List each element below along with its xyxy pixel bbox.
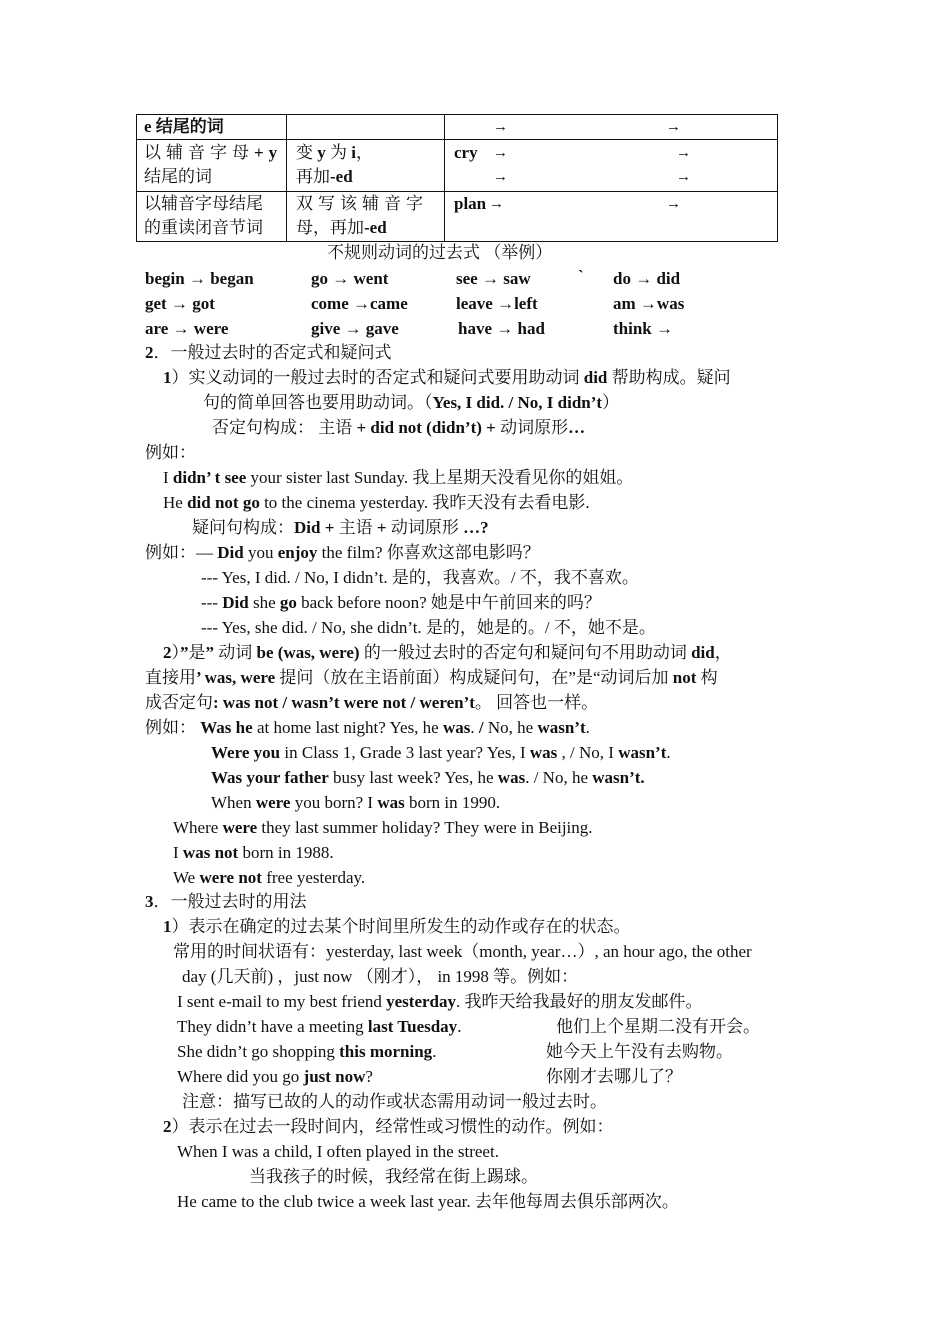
arrow-icon: →	[188, 269, 206, 288]
irregular-pair: begin → began	[145, 269, 254, 288]
arrow-icon: →	[666, 196, 681, 212]
example-sentence: She didn’t go shopping this morning.	[177, 1042, 437, 1061]
table-cell-rule-double-line2: 的重读闭音节词	[144, 218, 263, 237]
arrow-icon: →	[493, 145, 508, 161]
example-sentence: They didn’t have a meeting last Tuesday.	[177, 1017, 462, 1036]
question-form: 疑问句构成：Did + 主语 + 动词原形 …?	[192, 518, 489, 537]
negative-form: 否定句构成： 主语 + did not (didn’t) + 动词原形…	[212, 418, 586, 437]
example-translation: 她今天上午没有去购物。	[546, 1042, 733, 1061]
irregular-pair: leave →left	[456, 294, 538, 313]
arrow-icon: →	[170, 294, 188, 313]
arrow-icon: →	[493, 169, 508, 185]
table-cell-change-y-line2: 再加-ed	[296, 167, 353, 186]
example-sentence: 例如：— Did you enjoy the film? 你喜欢这部电影吗？	[145, 543, 540, 562]
arrow-icon: →	[489, 196, 504, 212]
arrow-icon: →	[496, 319, 514, 338]
arrow-icon: →	[481, 269, 499, 288]
example-sentence: 例如： Was he at home last night? Yes, he was. / No, he wasn’t.	[145, 718, 590, 737]
irregular-pair: do → did	[613, 269, 681, 288]
arrow-icon: →	[172, 319, 190, 338]
arrow-icon: →	[666, 119, 681, 135]
example-sentence: He came to the club twice a week last year. 去年他每周去俱乐部两次。	[177, 1192, 679, 1211]
note: 注意：描写已故的人的动作或状态需用动词一般过去时。	[182, 1092, 607, 1111]
example-sentence: We were not free yesterday.	[173, 868, 366, 887]
example-sentence: When I was a child, I often played in the street.	[177, 1142, 499, 1161]
section-heading: 3．一般过去时的用法	[145, 892, 307, 911]
irregular-pair: are → were	[145, 319, 229, 338]
irregular-pair: see → saw	[456, 269, 531, 288]
example-sentence: Where were they last summer holiday? They were in Beijing.	[173, 818, 593, 837]
irregular-pair: give → gave	[311, 319, 399, 338]
table-cell-change-y-line1: 变 y 为 i，	[296, 143, 373, 162]
example-translation: 他们上个星期二没有开会。	[556, 1017, 760, 1036]
paragraph-line: 常用的时间状语有：yesterday, last week（month, year…）, an hour ago, the other	[173, 942, 752, 961]
irregular-title: 不规则动词的过去式 （举例）	[327, 243, 553, 262]
irregular-pair: have → had	[458, 319, 545, 338]
paragraph-line: 1）实义动词的一般过去时的否定式和疑问式要用助动词 did 帮助构成。疑问	[163, 368, 731, 387]
paragraph-line: 直接用’ was, were 提问（放在主语前面）构成疑问句，在”是“动词后加 not 构	[145, 668, 718, 687]
paragraph-line: 句的简单回答也要用助动词。（Yes, I did. / No, I didn’t）	[203, 393, 620, 412]
table-cell-rule-e: e 结尾的词	[144, 117, 224, 136]
example-sentence: I was not born in 1988.	[173, 843, 334, 862]
arrow-icon: →	[493, 119, 508, 135]
example-translation: 你刚才去哪儿了？	[546, 1067, 682, 1086]
arrow-icon: →	[639, 294, 657, 313]
table-cell-rule-y-line1: 以辅音字母+y	[144, 143, 283, 162]
arrow-icon: →	[656, 319, 673, 338]
arrow-icon: →	[497, 294, 515, 313]
paragraph-line: 1）表示在确定的过去某个时间里所发生的动作或存在的状态。	[163, 917, 631, 936]
paragraph-line: day (几天前) ，just now （刚才）， in 1998 等。例如：	[182, 967, 579, 986]
table-cell-example-plan: plan	[454, 194, 487, 213]
verb-rule-table	[136, 114, 778, 242]
paragraph-line: 2）”是” 动词 be (was, were) 的一般过去时的否定句和疑问句不用助动词 did，	[163, 643, 732, 662]
table-cell-rule-double-line1: 以辅音字母结尾	[144, 194, 263, 213]
example-translation: 当我孩子的时候，我经常在街上踢球。	[249, 1167, 538, 1186]
irregular-pair: think →	[613, 319, 673, 338]
arrow-icon: →	[332, 269, 350, 288]
arrow-icon: →	[353, 294, 371, 313]
example-sentence: I sent e-mail to my best friend yesterday. 我昨天给我最好的朋友发邮件。	[177, 992, 703, 1011]
arrow-icon: →	[344, 319, 362, 338]
table-cell-rule-y-line2: 结尾的词	[144, 167, 212, 186]
irregular-pair: go → went	[311, 269, 389, 288]
example-sentence: --- Did she go back before noon? 她是中午前回来的吗？	[201, 593, 601, 612]
stray-mark: `	[578, 267, 584, 286]
paragraph-line: 2）表示在过去一段时间内，经常性或习惯性的动作。例如：	[163, 1117, 614, 1136]
table-cell-double-line1: 双写该辅音字	[296, 194, 428, 213]
table-cell-example-cry: cry	[454, 143, 478, 162]
arrow-icon: →	[676, 145, 691, 161]
section-heading: 2．一般过去时的否定式和疑问式	[145, 343, 392, 362]
example-sentence: Where did you go just now?	[177, 1067, 373, 1086]
arrow-icon: →	[676, 169, 691, 185]
example-sentence: Was your father busy last week? Yes, he was. / No, he wasn’t.	[211, 768, 645, 787]
example-sentence: I didn’ t see your sister last Sunday. 我上星期天没看见你的姐姐。	[163, 468, 634, 487]
irregular-pair: come →came	[311, 294, 408, 313]
irregular-pair: am →was	[613, 294, 685, 313]
example-sentence: --- Yes, I did. / No, I didn’t. 是的，我喜欢。/ 不，我不喜欢。	[201, 568, 639, 587]
example-sentence: --- Yes, she did. / No, she didn’t. 是的，她是的。/ 不，她不是。	[201, 618, 656, 637]
paragraph-line: 成否定句: was not / wasn’t were not / weren’t。 回答也一样。	[145, 693, 599, 712]
irregular-pair: get → got	[145, 294, 215, 313]
example-sentence: Were you in Class 1, Grade 3 last year? Yes, I was , / No, I wasn’t.	[211, 743, 671, 762]
example-label: 例如：	[145, 443, 196, 462]
example-sentence: When were you born? I was born in 1990.	[211, 793, 501, 812]
arrow-icon: →	[635, 269, 653, 288]
example-sentence: He did not go to the cinema yesterday. 我昨天没有去看电影.	[163, 493, 590, 512]
table-cell-double-line2: 母，再加-ed	[296, 218, 387, 237]
